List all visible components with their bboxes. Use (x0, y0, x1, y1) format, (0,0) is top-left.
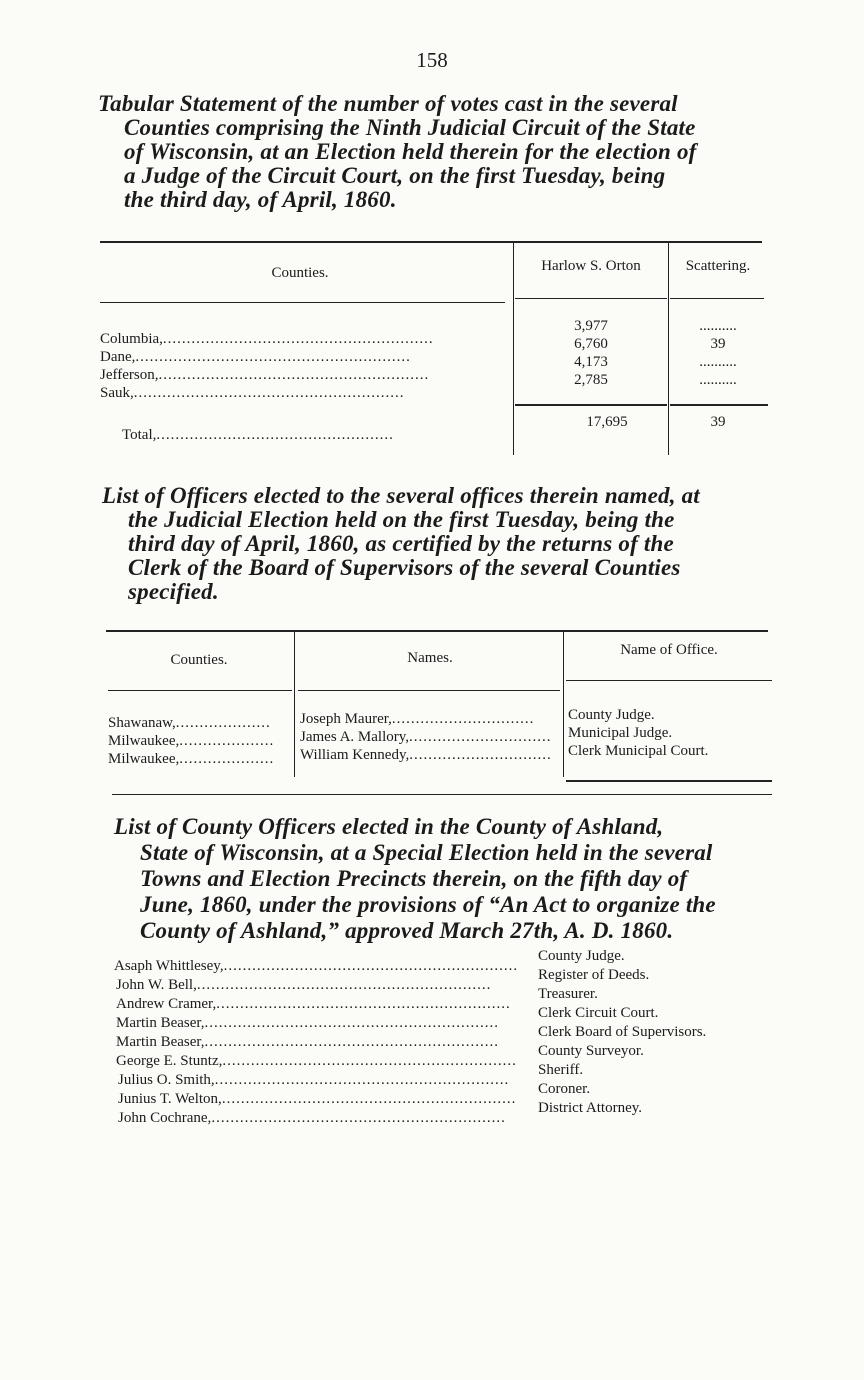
list-item (116, 976, 536, 994)
column-header-orton: Harlow S. Orton (541, 258, 641, 274)
name-text: Joseph Maurer, (300, 711, 392, 727)
heading-line: List of Officers elected to the several offices therein named, at (102, 483, 700, 508)
heading-line: List of County Officers elected in the County of Ashland, (114, 814, 664, 839)
column-header-office: Name of Office. (620, 642, 718, 658)
list-item (118, 1071, 536, 1089)
column-header-names: Names. (407, 650, 453, 666)
leader-dots: .............................. (409, 747, 552, 763)
name-text: William Kennedy, (300, 747, 410, 763)
leader-dots: .............................. (391, 711, 535, 727)
county-name: Columbia, (100, 331, 163, 347)
leader-dots: .............................................................. (204, 1034, 500, 1050)
officer-name (300, 746, 560, 764)
office-name: County Judge. (568, 707, 655, 723)
leader-dots: ......................................................... (158, 367, 430, 383)
heading-line: Clerk of the Board of Supervisors of the several Counties (128, 555, 681, 580)
officer-name: Junius T. Welton, (118, 1091, 222, 1107)
office-name: Register of Deeds. (538, 967, 650, 983)
heading-line: Towns and Election Precincts therein, on the fifth day of (140, 866, 688, 891)
officer-name (300, 728, 560, 746)
list-item (116, 995, 536, 1013)
table-row (100, 366, 510, 384)
officer-name: Martin Beaser, (116, 1034, 205, 1050)
officer-name: George E. Stuntz, (116, 1053, 223, 1069)
name-text: James A. Mallory, (300, 729, 410, 745)
county-name: Dane, (100, 349, 136, 365)
list-item (114, 957, 536, 975)
orton-votes: 3,977 (574, 318, 608, 334)
table-row (100, 384, 510, 402)
leader-dots: .......................................................... (135, 349, 411, 365)
header-rule (108, 690, 292, 691)
orton-votes: 6,760 (574, 336, 608, 352)
leader-dots: .............................................................. (216, 996, 511, 1012)
total-row (122, 426, 510, 444)
county-name: Shawanaw, (108, 715, 176, 731)
leader-dots: .............................................................. (223, 958, 519, 974)
table-row (108, 732, 292, 750)
heading-line: June, 1860, under the provisions of “An Act to organize the (140, 892, 716, 917)
heading-line: Counties comprising the Ninth Judicial Circuit of the State (124, 115, 696, 140)
leader-dots: .............................................................. (211, 1110, 506, 1126)
leader-dots: .............................................................. (214, 1072, 510, 1088)
county-name: Sauk, (100, 385, 134, 401)
list-item (116, 1033, 536, 1051)
table-top-rule (100, 241, 762, 243)
table-bottom-rule (112, 794, 772, 795)
leader-dots: .................... (175, 715, 271, 731)
heading-line: Tabular Statement of the number of votes cast in the several (98, 91, 678, 116)
leader-dots: .................... (179, 751, 275, 767)
table-row (100, 330, 510, 348)
list-item (118, 1109, 536, 1127)
page-number: 158 (416, 48, 448, 72)
officer-name: Julius O. Smith, (118, 1072, 215, 1088)
table-row (108, 750, 292, 768)
officer-name: John W. Bell, (116, 977, 197, 993)
leader-dots: .................... (179, 733, 275, 749)
officer-name: Martin Beaser, (116, 1015, 205, 1031)
scattering-votes: .......... (699, 372, 737, 388)
orton-votes: 2,785 (574, 372, 608, 388)
heading-line: specified. (128, 579, 219, 604)
leader-dots: .............................. (409, 729, 552, 745)
office-name: Coroner. (538, 1081, 591, 1097)
scattering-votes: .......... (699, 354, 737, 370)
county-name: Milwaukee, (108, 751, 180, 767)
header-rule (100, 302, 505, 303)
table-bottom-rule (566, 780, 772, 782)
column-header-counties: Counties. (170, 652, 228, 668)
section3-heading (114, 814, 804, 944)
header-rule (298, 690, 560, 691)
heading-line: County of Ashland,” approved March 27th, A. D. 1860. (140, 918, 674, 943)
heading-line: State of Wisconsin, at a Special Election held in the several (140, 840, 713, 865)
column-header-scattering: Scattering. (685, 258, 751, 274)
office-name: District Attorney. (538, 1100, 643, 1116)
office-name: Treasurer. (538, 986, 598, 1002)
leader-dots: .............................................................. (196, 977, 492, 993)
officer-name: John Cochrane, (118, 1110, 212, 1126)
office-name: County Surveyor. (538, 1043, 644, 1059)
office-name: Clerk Board of Supervisors. (538, 1024, 707, 1040)
office-name: County Judge. (538, 948, 625, 964)
table-row (108, 714, 292, 732)
table-row (100, 348, 510, 366)
total-rule (670, 404, 768, 406)
officer-name: Andrew Cramer, (116, 996, 217, 1012)
heading-line: a Judge of the Circuit Court, on the first Tuesday, being (124, 163, 666, 188)
section1-heading (98, 92, 778, 212)
heading-line: of Wisconsin, at an Election held therein for the election of (124, 139, 697, 164)
leader-dots: .................................................. (156, 427, 394, 443)
column-divider (563, 631, 564, 777)
list-item (116, 1052, 536, 1070)
header-rule (670, 298, 764, 299)
leader-dots: .............................................................. (222, 1053, 517, 1069)
office-name: Clerk Circuit Court. (538, 1005, 659, 1021)
office-name: Sheriff. (538, 1062, 584, 1078)
header-rule (515, 298, 667, 299)
leader-dots: ......................................................... (133, 385, 405, 401)
leader-dots: ......................................................... (162, 331, 434, 347)
county-name: Milwaukee, (108, 733, 180, 749)
heading-line: the Judicial Election held on the first Tuesday, being the (128, 507, 675, 532)
section2-heading (102, 484, 792, 604)
table-top-rule (106, 630, 768, 632)
total-label: Total, (122, 427, 157, 443)
scattering-votes: 39 (710, 336, 726, 352)
list-item (116, 1014, 536, 1032)
heading-line: third day of April, 1860, as certified by the returns of the (128, 531, 674, 556)
orton-votes: 4,173 (574, 354, 608, 370)
column-divider (294, 631, 295, 777)
heading-line: the third day, of April, 1860. (124, 187, 397, 212)
office-name: Clerk Municipal Court. (568, 743, 709, 759)
column-header-counties: Counties. (271, 265, 329, 281)
office-name: Municipal Judge. (568, 725, 673, 741)
leader-dots: .............................................................. (204, 1015, 500, 1031)
county-name: Jefferson, (100, 367, 159, 383)
scattering-votes: .......... (699, 318, 737, 334)
officer-name: Asaph Whittlesey, (114, 958, 224, 974)
officer-name (300, 710, 560, 728)
orton-total: 17,695 (586, 414, 628, 430)
header-rule (566, 680, 772, 681)
leader-dots: .............................................................. (221, 1091, 517, 1107)
list-item (118, 1090, 536, 1108)
total-rule (515, 404, 667, 406)
scattering-total: 39 (710, 414, 726, 430)
